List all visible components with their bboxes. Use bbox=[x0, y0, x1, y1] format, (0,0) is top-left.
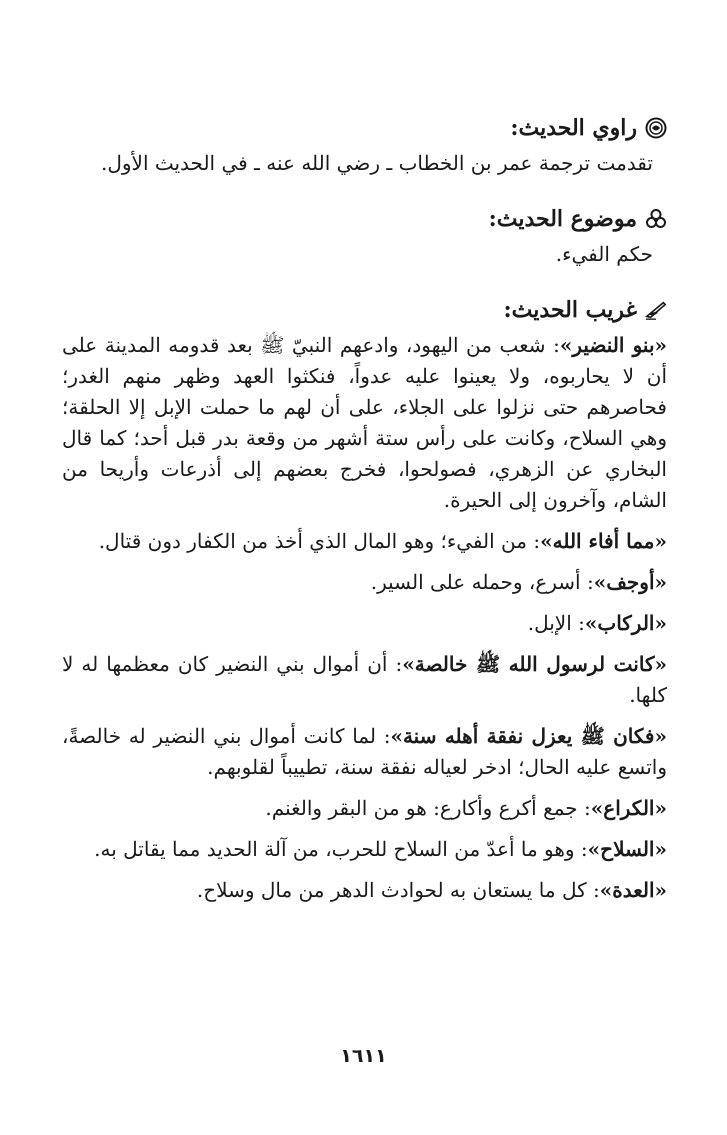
entry-text: : أن أموال بني النضير كان معظمها له لا كلها. bbox=[62, 652, 667, 707]
trefoil-icon bbox=[645, 208, 667, 230]
narrator-text: تقدمت ترجمة عمر بن الخطاب ـ رضي الله عنه ـ في الحديث الأول. bbox=[100, 151, 653, 175]
entry-text: : شعب من اليهود، وادعهم النبيّ ﷺ بعد قدومه المدينة على أن لا يحاربوه، ولا يعينوا عليه عدواً، فنكثوا العهد وظهر منهم الغدر؛ فحاصرهم حتى نزلوا على الجلاء، على أن لهم ما حملت الإبل إلا الحلقة؛ وهي السلاح، وكانت على رأس ستة أشهر من وقعة بدر قبل أحد؛ كما قال البخاري عن الزهري، فصولحوا، فخرج بعضهم إلى أذرعات وأريحا من الشام، وآخرون إلى الحيرة. bbox=[62, 333, 667, 512]
vocab-entry bbox=[62, 721, 667, 783]
quill-icon bbox=[645, 299, 667, 321]
vocab-entry bbox=[62, 608, 667, 639]
entry-text: : جمع أكرع وأكارع: هو من البقر والغنم. bbox=[265, 796, 591, 820]
narrator-section bbox=[62, 108, 667, 179]
topic-heading: موضوع الحديث: bbox=[488, 206, 637, 232]
entry-term: «العدة» bbox=[599, 878, 667, 902]
vocab-entry bbox=[62, 649, 667, 711]
entry-term: «الكراع» bbox=[590, 796, 667, 820]
entry-term: «كانت لرسول الله ﷺ خالصة» bbox=[402, 652, 667, 676]
entry-text: : من الفيء؛ وهو المال الذي أخذ من الكفار دون قتال. bbox=[98, 529, 541, 553]
vocab-entry bbox=[62, 834, 667, 865]
vocab-section bbox=[62, 290, 667, 906]
section-heading bbox=[62, 108, 667, 148]
entry-text: : لما كانت أموال بني النضير له خالصةً، واتسع عليه الحال؛ ادخر لعياله نفقة سنة، تطييباً لقلوبهم. bbox=[62, 724, 667, 779]
entry-text: : كل ما يستعان به لحوادث الدهر من مال وسلاح. bbox=[196, 878, 600, 902]
entry-term: «السلاح» bbox=[587, 837, 667, 861]
vocab-entry bbox=[62, 875, 667, 906]
entry-term: «الركاب» bbox=[584, 611, 667, 635]
section-heading bbox=[62, 290, 667, 330]
entry-term: «مما أفاء الله» bbox=[540, 529, 667, 553]
page-number: ١٦١١ bbox=[340, 1045, 387, 1067]
vocab-entry bbox=[62, 567, 667, 598]
entry-term: «فكان ﷺ يعزل نفقة أهله سنة» bbox=[390, 724, 667, 748]
topic-section bbox=[62, 199, 667, 270]
topic-text: حكم الفيء. bbox=[555, 242, 653, 266]
entry-text: : أسرع، وحمله على السير. bbox=[370, 570, 594, 594]
entry-term: «بنو النضير» bbox=[559, 333, 668, 357]
section-heading bbox=[62, 199, 667, 239]
narrator-heading: راوي الحديث: bbox=[510, 115, 637, 141]
vocab-heading: غريب الحديث: bbox=[503, 297, 637, 323]
page-content bbox=[62, 108, 667, 916]
vocab-entry bbox=[62, 526, 667, 557]
vocab-entry bbox=[62, 330, 667, 516]
entry-term: «أوجف» bbox=[593, 570, 667, 594]
entry-text: : وهو ما أعدّ من السلاح للحرب، من آلة الحديد مما يقاتل به. bbox=[94, 837, 588, 861]
vocab-entry bbox=[62, 793, 667, 824]
entry-text: : الإبل. bbox=[527, 611, 585, 635]
rosette-icon bbox=[645, 117, 667, 139]
